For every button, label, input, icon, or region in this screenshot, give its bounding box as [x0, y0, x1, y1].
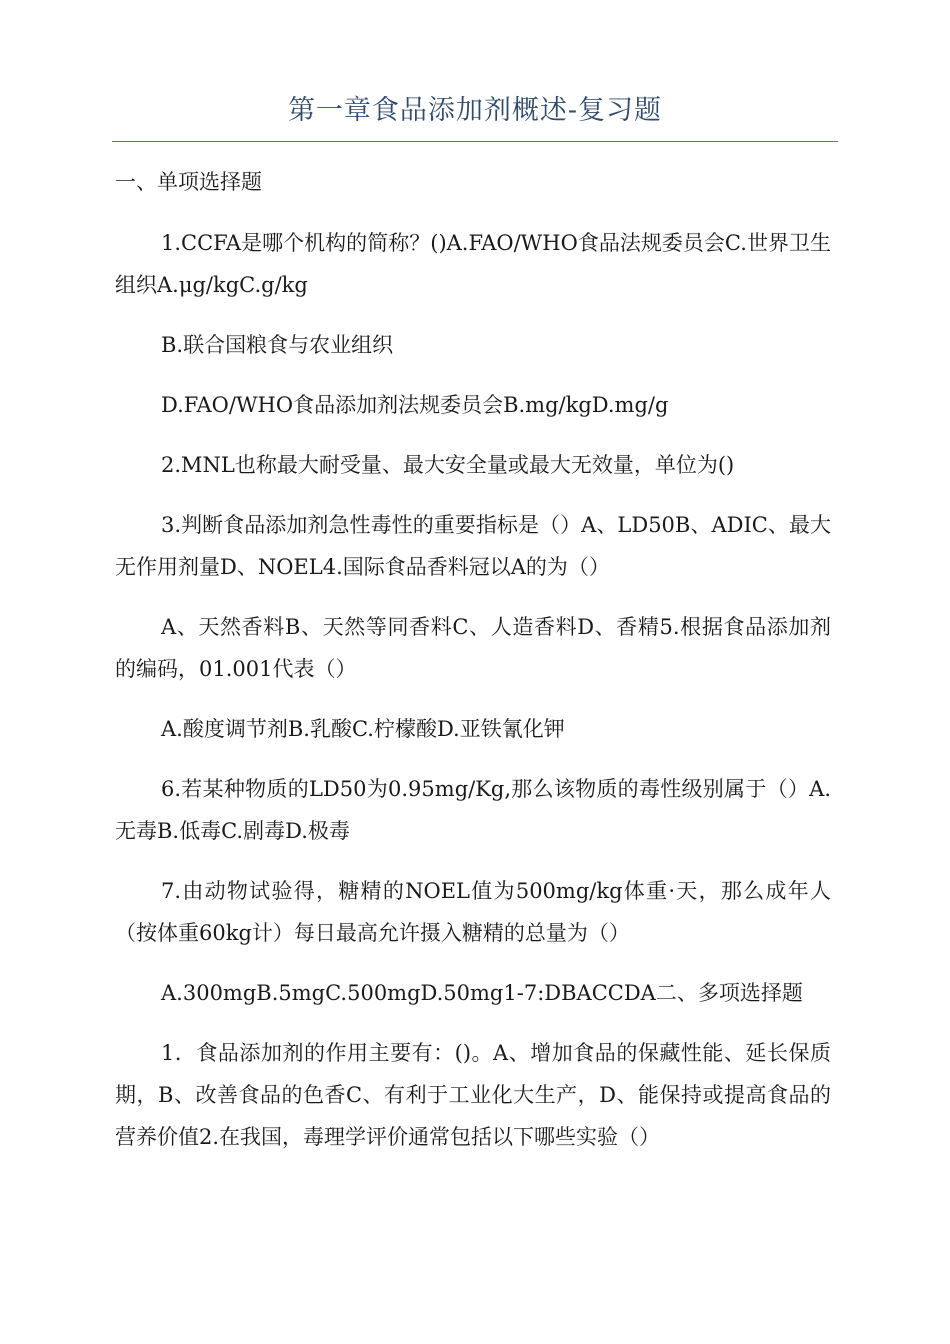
question-paragraph: 2.MNL也称最大耐受量、最大安全量或最大无效量，单位为() — [161, 453, 735, 477]
question-paragraph: A.酸度调节剂B.乳酸C.柠檬酸D.亚铁氰化钾 — [161, 717, 565, 741]
section-heading: 一、单项选择题 — [115, 170, 262, 194]
question-body — [115, 222, 831, 1176]
question-paragraph: B.联合国粮食与农业组织 — [161, 333, 394, 357]
title-divider — [112, 141, 838, 142]
question-paragraph: D.FAO/WHO食品添加剂法规委员会B.mg/kgD.mg/g — [161, 393, 669, 417]
question-paragraph: 7.由动物试验得，糖精的NOEL值为500mg/kg体重·天，那么成年人（按体重60kg计）每日最高允许摄入糖精的总量为（） — [115, 879, 831, 945]
question-paragraph: 1.CCFA是哪个机构的简称？()A.FAO/WHO食品法规委员会C.世界卫生组织A.μg/kgC.g/kg — [115, 231, 831, 297]
question-paragraph: 6.若某种物质的LD50为0.95mg/Kg,那么该物质的毒性级别属于（）A.无毒B.低毒C.剧毒D.极毒 — [115, 777, 831, 843]
question-paragraph: 1．食品添加剂的作用主要有：()。A、增加食品的保藏性能、延长保质期，B、改善食品的色香C、有利于工业化大生产，D、能保持或提高食品的营养价值2.在我国，毒理学评价通常包括以下哪些实验（） — [115, 1041, 831, 1149]
question-paragraph: A.300mgB.5mgC.500mgD.50mg1-7:DBACCDA二、多项选择题 — [161, 981, 803, 1005]
page-title: 第一章食品添加剂概述-复习题 — [287, 95, 663, 126]
question-paragraph: 3.判断食品添加剂急性毒性的重要指标是（）A、LD50B、ADIC、最大无作用剂量D、NOEL4.国际食品香料冠以A的为（） — [115, 513, 831, 579]
question-paragraph: A、天然香料B、天然等同香料C、人造香料D、香精5.根据食品添加剂的编码，01.001代表（） — [115, 615, 831, 681]
